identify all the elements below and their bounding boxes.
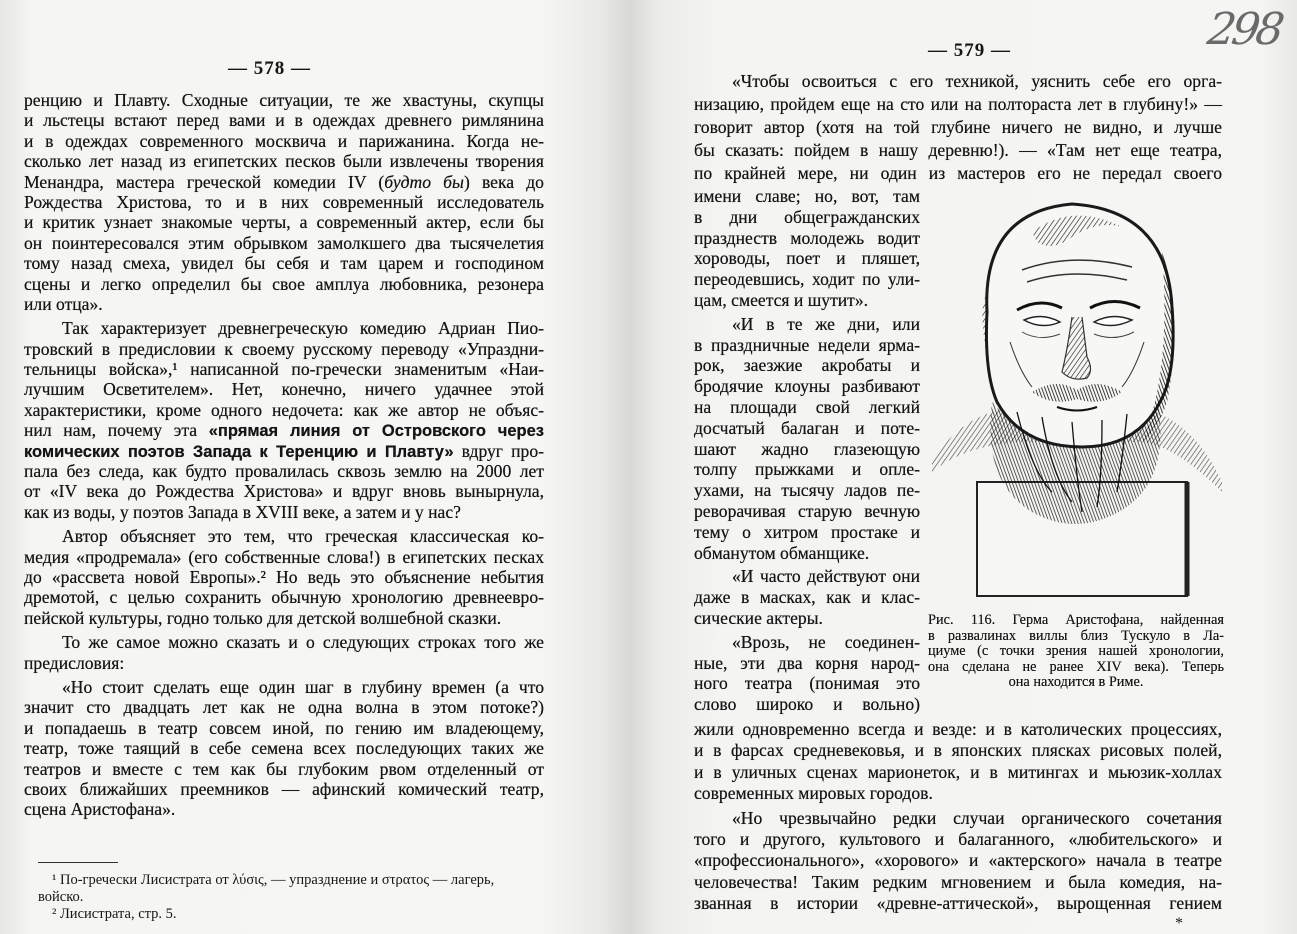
right-page-bottom-text: [694, 719, 1222, 915]
right-page-top-text: [694, 70, 1222, 185]
paragraph: [694, 632, 920, 715]
text-line: и в одеждах современного москвича и парижанина. Когда не-: [24, 130, 544, 151]
text-line: как из воды, у поэтов Запада в XVIII веке, а затем и у нас?: [24, 501, 461, 522]
text-line: То же самое можно сказать и о следующих строках того же: [62, 632, 544, 653]
text-line: «Чтобы освоиться с его техникой, уяснить себе его орга-: [732, 71, 1222, 91]
text-line: званная в истории «древне-аттической», вырощенная гением: [694, 893, 1222, 914]
text-line: тому назад смеха, увидел бы себя и там царем и господином: [24, 253, 544, 274]
paragraph: [24, 677, 544, 820]
text-line: по крайней мере, ни один из мастеров его не передал своего: [694, 163, 1222, 183]
text-line: реворачивая старую вечную: [694, 500, 920, 521]
text-line: от «IV века до Рождества Христова» и вдруг вновь вынырнула,: [24, 481, 544, 502]
text-segment: нил нам, почему эта: [24, 420, 209, 441]
right-page-column-text: [694, 186, 920, 715]
text-line: ного театра (понимая это: [694, 673, 920, 694]
text-line: на площади свой легкий: [694, 396, 920, 417]
paragraph: [694, 719, 1222, 805]
page-number-left: — 578 —: [228, 58, 311, 79]
text-line: тровский в предисловии к своему русскому переводу «Упраздни-: [24, 338, 544, 359]
text-line: он поинтересовался этим обрывком замолкшего два тысячелетия: [24, 232, 544, 253]
text-line: даже в масках, как и клас-: [694, 587, 920, 608]
text-line: современных мировых городов.: [694, 783, 933, 804]
text-line: толпу прыжками и опле-: [694, 459, 920, 480]
text-line: медия «продремала» (его собственные слова!) в египетских песках: [24, 546, 544, 567]
text-line: сколько лет назад из египетских песков были извлечены творения: [24, 151, 544, 172]
text-line: пала без следа, как будто провалилась сквозь землю на 2000 лет: [24, 461, 544, 482]
text-line: цам, смеется и шутит».: [694, 289, 869, 310]
text-line: Так характеризует древнегреческую комедию Адриан Пио-: [62, 318, 544, 339]
text-line: [24, 172, 544, 192]
text-line: говорит автор (хотя на той глубине ничего не видно, и лучше: [694, 117, 1222, 137]
text-line: досчатый балаган и поте-: [694, 417, 920, 438]
left-page-body: [24, 90, 544, 824]
paragraph: [24, 526, 544, 628]
bold-text: «прямая линия от Островского через: [208, 422, 544, 441]
text-line: и льстецы встают перед вами и в одеждах древнего римлянина: [24, 110, 544, 131]
text-line: [24, 441, 544, 461]
text-line: шают жадно глазеющую: [694, 438, 920, 459]
caption-line: циуме (с точки зрения нашей хронологии,: [928, 643, 1224, 659]
text-line: человечества! Таким редким мгновением и была комедия, на-: [694, 871, 1222, 892]
paragraph: [24, 90, 544, 314]
footnote-1: ¹ По-гречески Лисистрата от λύσις, — упразднение и στρατος — лагерь,: [52, 872, 495, 888]
signature-mark: *: [1175, 915, 1183, 932]
text-line: предисловия:: [24, 652, 125, 673]
text-line: лучшим Осветителем». Нет, конечно, ничего удачнее этой: [24, 379, 544, 400]
text-segment: ) века до: [463, 171, 544, 192]
text-line: тему о хитром простаке и: [694, 521, 920, 542]
text-line: характеристики, кроме одного недочета: как же автор не объяс-: [24, 399, 544, 420]
text-segment: вдруг про-: [453, 440, 544, 461]
footnotes: [38, 872, 546, 923]
text-line: и в уличных сценах марионеток, и в митингах и мьюзик-холлах: [694, 761, 1222, 782]
paragraph: [694, 186, 920, 311]
paragraph: [24, 318, 544, 522]
text-line: «Но чрезвычайно редки случаи органического сочетания: [732, 807, 1222, 828]
text-line: дремотой, с целью сохранить обычную хронологию древнеевро-: [24, 587, 544, 608]
text-line: ные, эти два корня народ-: [694, 652, 920, 673]
text-line: или отца».: [24, 293, 103, 314]
text-line: сические актеры.: [694, 607, 823, 628]
text-line: бы сказать: пойдем в нашу деревню!). — «Там нет еще театра,: [694, 140, 1222, 160]
text-line: ухами, на тысячу ладов пе-: [694, 480, 920, 501]
text-line: ренцию и Плавту. Сходные ситуации, те же хвастуны, скупцы: [24, 90, 544, 110]
text-line: театров и вместе с тем как бы глубоким рвом отделенный от: [24, 758, 544, 779]
text-line: жили одновременно всегда и везде: и в католических процессиях,: [694, 719, 1222, 739]
text-line: Автор объясняет это тем, что греческая классическая ко-: [62, 526, 544, 547]
text-line: своих ближайших преемников — афинский комический театр,: [24, 778, 544, 799]
page-number-right: — 579 —: [928, 40, 1011, 61]
bold-text: комических поэтов Запада к Теренцию и Плавту»: [24, 442, 454, 461]
footnote-divider: [38, 862, 118, 863]
paragraph: [694, 70, 1222, 185]
text-line: рок, заезжие акробаты и: [694, 355, 920, 376]
text-line: празднеств молодежь водит: [694, 227, 920, 248]
aristophanes-herm-illustration: [922, 192, 1226, 604]
text-line: того и другого, культового и балаганного, «любительского» и: [694, 828, 1222, 849]
text-line: хороводы, поет и пляшет,: [694, 248, 920, 269]
caption-line: она сделана не ранее XIV века). Теперь: [928, 658, 1224, 675]
text-line: до «рассвета новой Европы».² Но ведь это объяснение небытия: [24, 566, 544, 587]
footnote-1-cont: войско.: [38, 889, 84, 905]
figure-caption: [928, 613, 1224, 691]
text-line: сцена Аристофана».: [24, 799, 176, 820]
text-line: «Врозь, не соединен-: [732, 631, 920, 652]
text-line: пейской культуры, годно только для детской волшебной сказки.: [24, 607, 502, 628]
text-line: [24, 420, 544, 440]
text-line: имени славе; но, вот, там: [694, 186, 920, 206]
text-line: в дни общегражданских: [694, 206, 920, 227]
footnote-2: ² Лисистрата, стр. 5.: [52, 906, 177, 922]
text-line: значит сто двадцать лет как не одна волна в этом потоке?): [24, 697, 544, 718]
text-line: «И часто действуют они: [732, 566, 920, 587]
caption-line: в развалинах виллы близ Тускуло в Ла-: [928, 627, 1224, 644]
text-line: слово широко и вольно): [694, 694, 920, 715]
paragraph: [694, 314, 920, 564]
text-line: «Но стоит сделать еще один шаг в глубину времен (а что: [62, 676, 544, 697]
text-line: обманутом обманщике.: [694, 542, 870, 563]
paragraph: [694, 566, 920, 628]
text-line: и критик узнает знакомые черты, а современный актер, если бы: [24, 212, 544, 233]
text-line: и в фарсах средневековья, и в японских плясках рисовых полей,: [694, 740, 1222, 761]
text-line: «профессионального», «хорового» и «актерского» начала в театре: [694, 850, 1222, 871]
paragraph: [24, 632, 544, 673]
text-segment: Менандра, мастера греческой комедии IV (: [24, 171, 385, 192]
text-line: и попадаешь в театр совсем иной, по гению им владеющему,: [24, 717, 544, 738]
text-line: сцены и легко определил бы свое амплуа любовника, резонера: [24, 273, 544, 294]
caption-line: Рис. 116. Герма Аристофана, найденная: [928, 612, 1224, 628]
italic-text: будто бы: [384, 171, 464, 192]
text-line: бродячие клоуны разбивают: [694, 376, 920, 397]
text-line: Рождества Христова, то и в них современный исследователь: [24, 191, 544, 212]
text-line: «И в те же дни, или: [732, 313, 920, 334]
text-line: тельницы войска»,¹ написанной по-гречески знаменитым «Наи-: [24, 359, 544, 380]
paragraph: [694, 808, 1222, 915]
handwritten-folio-number: 298: [1204, 4, 1284, 55]
text-line: в праздничные недели ярма-: [694, 334, 920, 355]
text-line: переодевшись, ходит по ули-: [694, 269, 920, 290]
text-line: театр, тоже таящий в себе семена всех последующих таких же: [24, 738, 544, 759]
caption-line: она находится в Риме.: [1008, 674, 1144, 690]
text-line: низацию, пройдем еще на сто или на полтораста лет в глубину!» —: [694, 94, 1222, 114]
